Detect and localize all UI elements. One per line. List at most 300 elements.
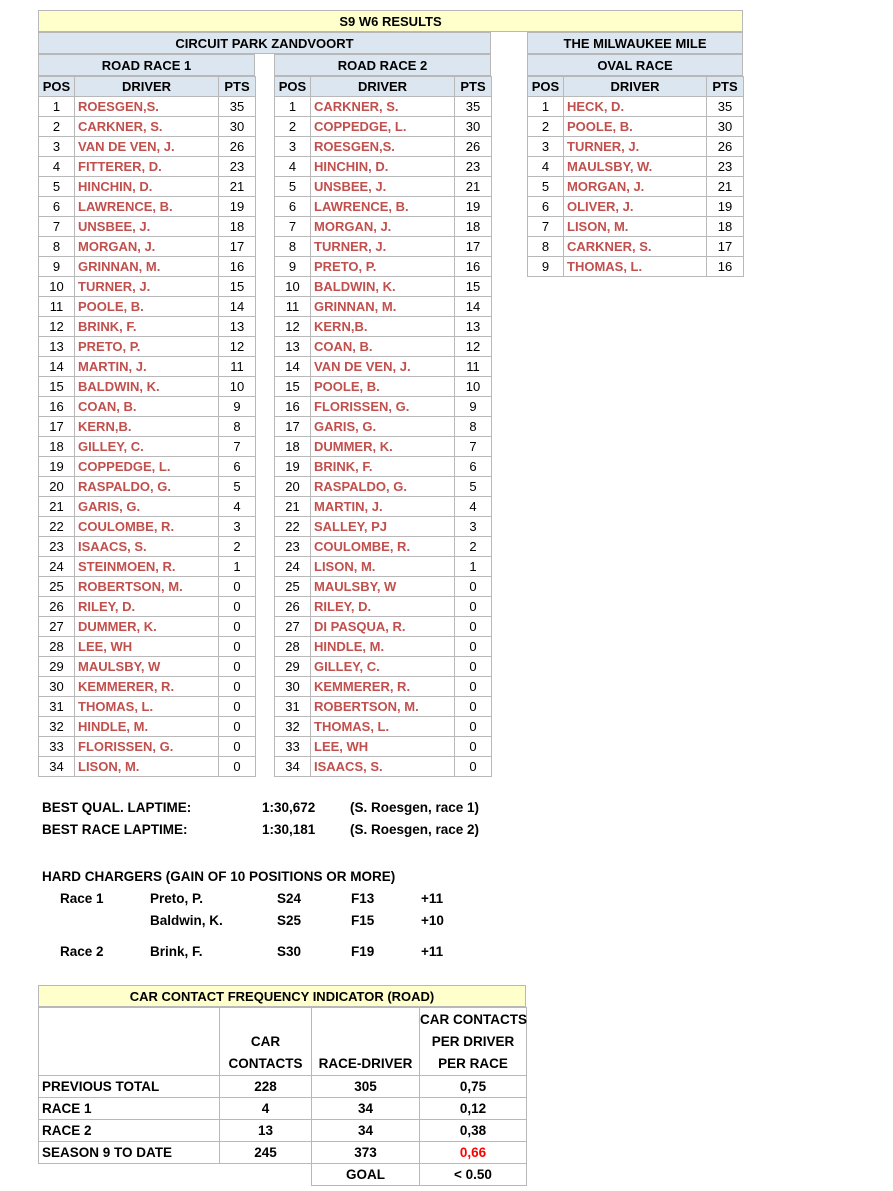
points-cell: 16 xyxy=(219,257,256,277)
pos-cell: 14 xyxy=(39,357,75,377)
result-row xyxy=(528,157,744,177)
driver-cell: BALDWIN, K. xyxy=(75,377,219,397)
pos-cell: 7 xyxy=(528,217,564,237)
contact-row-race-driver: 305 xyxy=(312,1076,420,1098)
points-cell: 0 xyxy=(455,757,492,777)
points-cell: 26 xyxy=(219,137,256,157)
hard-chargers-title: HARD CHARGERS (GAIN OF 10 POSITIONS OR MORE) xyxy=(42,869,396,884)
points-cell: 0 xyxy=(455,617,492,637)
pos-cell: 4 xyxy=(528,157,564,177)
points-cell: 13 xyxy=(219,317,256,337)
result-row xyxy=(275,437,492,457)
pos-cell: 9 xyxy=(39,257,75,277)
result-row xyxy=(39,397,256,417)
pos-header: POS xyxy=(275,77,311,97)
header-line: CAR xyxy=(250,1034,281,1049)
driver-cell: COPPEDGE, L. xyxy=(75,457,219,477)
driver-cell: POOLE, B. xyxy=(75,297,219,317)
points-cell: 0 xyxy=(219,657,256,677)
driver-cell: KERN,B. xyxy=(311,317,455,337)
points-cell: 35 xyxy=(707,97,744,117)
driver-cell: BRINK, F. xyxy=(75,317,219,337)
points-cell: 4 xyxy=(219,497,256,517)
points-cell: 2 xyxy=(219,537,256,557)
points-cell: 1 xyxy=(455,557,492,577)
driver-cell: FITTERER, D. xyxy=(75,157,219,177)
pos-cell: 33 xyxy=(275,737,311,757)
result-row xyxy=(275,177,492,197)
pos-cell: 8 xyxy=(528,237,564,257)
points-cell: 26 xyxy=(455,137,492,157)
driver-cell: PRETO, P. xyxy=(75,337,219,357)
driver-cell: MAULSBY, W. xyxy=(564,157,707,177)
points-cell: 16 xyxy=(707,257,744,277)
pos-cell: 12 xyxy=(275,317,311,337)
pos-cell: 20 xyxy=(275,477,311,497)
driver-cell: GILLEY, C. xyxy=(311,657,455,677)
pos-cell: 30 xyxy=(39,677,75,697)
driver-cell: KEMMERER, R. xyxy=(75,677,219,697)
points-cell: 0 xyxy=(219,757,256,777)
points-cell: 18 xyxy=(455,217,492,237)
pos-cell: 33 xyxy=(39,737,75,757)
driver-cell: GILLEY, C. xyxy=(75,437,219,457)
header-line: PER RACE xyxy=(438,1056,508,1071)
driver-cell: GRINNAN, M. xyxy=(311,297,455,317)
driver-cell: BALDWIN, K. xyxy=(311,277,455,297)
driver-header: DRIVER xyxy=(75,77,219,97)
driver-cell: RASPALDO, G. xyxy=(311,477,455,497)
contact-row xyxy=(39,1076,527,1098)
result-row xyxy=(275,317,492,337)
driver-cell: MARTIN, J. xyxy=(311,497,455,517)
driver-cell: DUMMER, K. xyxy=(311,437,455,457)
driver-cell: SALLEY, PJ xyxy=(311,517,455,537)
driver-cell: COAN, B. xyxy=(311,337,455,357)
points-cell: 21 xyxy=(219,177,256,197)
contact-row-per-highlight: 0,66 xyxy=(420,1142,527,1164)
points-cell: 0 xyxy=(455,717,492,737)
result-row xyxy=(39,197,256,217)
result-row xyxy=(275,197,492,217)
hc-gain: +11 xyxy=(421,891,444,906)
result-row xyxy=(275,157,492,177)
pos-header: POS xyxy=(39,77,75,97)
driver-cell: TURNER, J. xyxy=(75,277,219,297)
driver-cell: DUMMER, K. xyxy=(75,617,219,637)
points-cell: 0 xyxy=(219,677,256,697)
driver-cell: MARTIN, J. xyxy=(75,357,219,377)
driver-cell: RASPALDO, G. xyxy=(75,477,219,497)
contact-row-label: RACE 2 xyxy=(39,1120,220,1142)
points-cell: 0 xyxy=(219,717,256,737)
points-cell: 0 xyxy=(219,597,256,617)
driver-cell: POOLE, B. xyxy=(564,117,707,137)
pos-cell: 3 xyxy=(528,137,564,157)
contact-row-race-driver: 34 xyxy=(312,1098,420,1120)
points-cell: 3 xyxy=(219,517,256,537)
best-qual-note: (S. Roesgen, race 1) xyxy=(350,800,480,815)
points-cell: 18 xyxy=(219,217,256,237)
pos-cell: 32 xyxy=(275,717,311,737)
points-cell: 23 xyxy=(219,157,256,177)
contact-table-title: CAR CONTACT FREQUENCY INDICATOR (ROAD) xyxy=(38,985,526,1007)
result-row xyxy=(275,237,492,257)
pos-cell: 8 xyxy=(39,237,75,257)
driver-cell: MAULSBY, W xyxy=(311,577,455,597)
driver-cell: CARKNER, S. xyxy=(564,237,707,257)
pos-cell: 24 xyxy=(39,557,75,577)
points-cell: 23 xyxy=(707,157,744,177)
result-row xyxy=(39,377,256,397)
driver-cell: UNSBEE, J. xyxy=(75,217,219,237)
result-row xyxy=(275,377,492,397)
driver-cell: BRINK, F. xyxy=(311,457,455,477)
pos-cell: 34 xyxy=(39,757,75,777)
pos-header: POS xyxy=(528,77,564,97)
pos-cell: 34 xyxy=(275,757,311,777)
result-row xyxy=(39,597,256,617)
driver-cell: MAULSBY, W xyxy=(75,657,219,677)
result-row xyxy=(275,137,492,157)
pos-cell: 2 xyxy=(275,117,311,137)
pts-header: PTS xyxy=(455,77,492,97)
result-row xyxy=(275,497,492,517)
pts-header: PTS xyxy=(219,77,256,97)
pos-cell: 15 xyxy=(275,377,311,397)
oval-results-table xyxy=(527,76,744,277)
points-cell: 11 xyxy=(455,357,492,377)
contact-header-per-driver xyxy=(420,1008,527,1076)
driver-cell: RILEY, D. xyxy=(311,597,455,617)
result-row xyxy=(275,277,492,297)
pos-cell: 11 xyxy=(39,297,75,317)
result-row xyxy=(275,677,492,697)
pos-cell: 2 xyxy=(528,117,564,137)
contact-row-contacts: 4 xyxy=(220,1098,312,1120)
result-row xyxy=(528,97,744,117)
points-cell: 26 xyxy=(707,137,744,157)
driver-cell: COULOMBE, R. xyxy=(311,537,455,557)
pos-cell: 6 xyxy=(275,197,311,217)
pts-header: PTS xyxy=(707,77,744,97)
result-row xyxy=(275,417,492,437)
result-row xyxy=(39,97,256,117)
points-cell: 8 xyxy=(219,417,256,437)
pos-cell: 8 xyxy=(275,237,311,257)
pos-cell: 9 xyxy=(528,257,564,277)
result-row xyxy=(275,657,492,677)
points-cell: 10 xyxy=(455,377,492,397)
points-cell: 13 xyxy=(455,317,492,337)
pos-cell: 1 xyxy=(275,97,311,117)
hc-start: S25 xyxy=(277,913,302,928)
track-title-milwaukee: THE MILWAUKEE MILE xyxy=(527,32,743,54)
result-row xyxy=(39,357,256,377)
pos-cell: 3 xyxy=(39,137,75,157)
contact-row-contacts: 13 xyxy=(220,1120,312,1142)
result-row xyxy=(275,217,492,237)
driver-cell: GRINNAN, M. xyxy=(75,257,219,277)
driver-cell: HINCHIN, D. xyxy=(75,177,219,197)
hc-driver: Baldwin, K. xyxy=(150,913,223,928)
contact-row xyxy=(39,1142,527,1164)
driver-cell: ROESGEN,S. xyxy=(75,97,219,117)
contact-header-race-driver xyxy=(312,1008,420,1076)
driver-cell: STEINMOEN, R. xyxy=(75,557,219,577)
result-row xyxy=(39,317,256,337)
best-qual-label: BEST QUAL. LAPTIME: xyxy=(42,800,192,815)
points-cell: 9 xyxy=(455,397,492,417)
result-row xyxy=(528,137,744,157)
points-cell: 6 xyxy=(455,457,492,477)
points-cell: 7 xyxy=(455,437,492,457)
oval-title: OVAL RACE xyxy=(527,54,743,76)
pos-cell: 23 xyxy=(39,537,75,557)
result-row xyxy=(275,477,492,497)
result-row xyxy=(39,477,256,497)
result-row xyxy=(39,217,256,237)
result-row xyxy=(39,117,256,137)
result-row xyxy=(39,457,256,477)
contact-table xyxy=(38,1007,527,1186)
driver-cell: KERN,B. xyxy=(75,417,219,437)
pos-cell: 1 xyxy=(528,97,564,117)
points-cell: 0 xyxy=(219,697,256,717)
points-cell: 21 xyxy=(455,177,492,197)
goal-label: GOAL xyxy=(312,1164,420,1186)
result-row xyxy=(275,537,492,557)
goal-value: < 0.50 xyxy=(420,1164,527,1186)
pos-cell: 23 xyxy=(275,537,311,557)
result-row xyxy=(39,617,256,637)
best-race-note: (S. Roesgen, race 2) xyxy=(350,822,480,837)
driver-cell: LAWRENCE, B. xyxy=(311,197,455,217)
points-cell: 14 xyxy=(455,297,492,317)
driver-cell: OLIVER, J. xyxy=(564,197,707,217)
contact-row-per: 0,75 xyxy=(420,1076,527,1098)
driver-cell: HINDLE, M. xyxy=(75,717,219,737)
pos-cell: 21 xyxy=(275,497,311,517)
points-cell: 0 xyxy=(455,657,492,677)
points-cell: 11 xyxy=(219,357,256,377)
best-race-label: BEST RACE LAPTIME: xyxy=(42,822,188,837)
pos-cell: 30 xyxy=(275,677,311,697)
pos-cell: 7 xyxy=(275,217,311,237)
points-cell: 6 xyxy=(219,457,256,477)
pos-cell: 25 xyxy=(39,577,75,597)
result-row xyxy=(39,277,256,297)
driver-cell: ROBERTSON, M. xyxy=(75,577,219,597)
pos-cell: 18 xyxy=(275,437,311,457)
points-cell: 8 xyxy=(455,417,492,437)
pos-cell: 13 xyxy=(275,337,311,357)
pos-cell: 3 xyxy=(275,137,311,157)
result-row xyxy=(275,457,492,477)
pos-cell: 19 xyxy=(275,457,311,477)
result-row xyxy=(39,657,256,677)
driver-cell: LISON, M. xyxy=(311,557,455,577)
result-row xyxy=(275,357,492,377)
track-title-zandvoort: CIRCUIT PARK ZANDVOORT xyxy=(38,32,491,54)
points-cell: 7 xyxy=(219,437,256,457)
pos-cell: 10 xyxy=(275,277,311,297)
driver-cell: TURNER, J. xyxy=(311,237,455,257)
result-row xyxy=(528,237,744,257)
contact-row-contacts: 245 xyxy=(220,1142,312,1164)
pos-cell: 15 xyxy=(39,377,75,397)
driver-cell: GARIS, G. xyxy=(311,417,455,437)
points-cell: 0 xyxy=(455,737,492,757)
points-cell: 4 xyxy=(455,497,492,517)
result-row xyxy=(39,237,256,257)
pos-cell: 17 xyxy=(39,417,75,437)
result-row xyxy=(275,617,492,637)
pos-cell: 18 xyxy=(39,437,75,457)
pos-cell: 28 xyxy=(275,637,311,657)
driver-cell: RILEY, D. xyxy=(75,597,219,617)
pos-cell: 4 xyxy=(39,157,75,177)
driver-cell: THOMAS, L. xyxy=(75,697,219,717)
pos-cell: 26 xyxy=(275,597,311,617)
hc-finish: F15 xyxy=(351,913,375,928)
pos-cell: 13 xyxy=(39,337,75,357)
driver-cell: KEMMERER, R. xyxy=(311,677,455,697)
pos-cell: 16 xyxy=(275,397,311,417)
points-cell: 0 xyxy=(455,677,492,697)
contact-row-label: SEASON 9 TO DATE xyxy=(39,1142,220,1164)
points-cell: 17 xyxy=(219,237,256,257)
result-row xyxy=(275,717,492,737)
result-row xyxy=(275,517,492,537)
race2-title: ROAD RACE 2 xyxy=(274,54,491,76)
driver-cell: MORGAN, J. xyxy=(75,237,219,257)
hc-start: S30 xyxy=(277,944,302,959)
result-row xyxy=(39,717,256,737)
contact-row-per: 0,12 xyxy=(420,1098,527,1120)
hc-finish: F19 xyxy=(351,944,375,959)
pos-cell: 24 xyxy=(275,557,311,577)
driver-cell: THOMAS, L. xyxy=(311,717,455,737)
result-row xyxy=(275,757,492,777)
hc-gain: +10 xyxy=(421,913,444,928)
driver-cell: COPPEDGE, L. xyxy=(311,117,455,137)
pos-cell: 22 xyxy=(39,517,75,537)
driver-cell: PRETO, P. xyxy=(311,257,455,277)
points-cell: 10 xyxy=(219,377,256,397)
result-row xyxy=(39,637,256,657)
points-cell: 0 xyxy=(455,577,492,597)
header-line: CAR CONTACTS xyxy=(420,1012,527,1027)
points-cell: 0 xyxy=(219,577,256,597)
points-cell: 30 xyxy=(219,117,256,137)
result-row xyxy=(39,757,256,777)
pos-cell: 21 xyxy=(39,497,75,517)
points-cell: 19 xyxy=(455,197,492,217)
driver-cell: CARKNER, S. xyxy=(311,97,455,117)
pos-cell: 5 xyxy=(275,177,311,197)
race1-results-table xyxy=(38,76,256,777)
points-cell: 0 xyxy=(455,697,492,717)
result-row xyxy=(275,577,492,597)
driver-cell: LISON, M. xyxy=(564,217,707,237)
result-row xyxy=(39,137,256,157)
driver-cell: DI PASQUA, R. xyxy=(311,617,455,637)
pos-cell: 10 xyxy=(39,277,75,297)
contact-row-contacts: 228 xyxy=(220,1076,312,1098)
contact-row-label: PREVIOUS TOTAL xyxy=(39,1076,220,1098)
driver-cell: FLORISSEN, G. xyxy=(311,397,455,417)
result-row xyxy=(275,637,492,657)
hc-driver: Brink, F. xyxy=(150,944,203,959)
pos-cell: 12 xyxy=(39,317,75,337)
driver-cell: UNSBEE, J. xyxy=(311,177,455,197)
best-race-time: 1:30,181 xyxy=(262,822,316,837)
driver-header: DRIVER xyxy=(564,77,707,97)
contact-row-race-driver: 373 xyxy=(312,1142,420,1164)
driver-cell: HINCHIN, D. xyxy=(311,157,455,177)
points-cell: 15 xyxy=(455,277,492,297)
result-row xyxy=(275,557,492,577)
pos-cell: 9 xyxy=(275,257,311,277)
pos-cell: 6 xyxy=(528,197,564,217)
result-row xyxy=(528,177,744,197)
result-row xyxy=(275,297,492,317)
header-line: RACE-DRIVER xyxy=(318,1056,413,1071)
driver-cell: VAN DE VEN, J. xyxy=(75,137,219,157)
driver-cell: ROESGEN,S. xyxy=(311,137,455,157)
pos-cell: 27 xyxy=(275,617,311,637)
hc-race-label: Race 1 xyxy=(60,891,104,906)
points-cell: 2 xyxy=(455,537,492,557)
points-cell: 9 xyxy=(219,397,256,417)
driver-cell: CARKNER, S. xyxy=(75,117,219,137)
driver-cell: LEE, WH xyxy=(75,637,219,657)
contact-header-blank xyxy=(39,1008,220,1076)
contact-row-per: 0,38 xyxy=(420,1120,527,1142)
result-row xyxy=(39,737,256,757)
pos-cell: 6 xyxy=(39,197,75,217)
result-row xyxy=(39,297,256,317)
driver-cell: LEE, WH xyxy=(311,737,455,757)
points-cell: 18 xyxy=(707,217,744,237)
result-row xyxy=(275,697,492,717)
driver-cell: ISAACS, S. xyxy=(311,757,455,777)
hc-start: S24 xyxy=(277,891,302,906)
points-cell: 16 xyxy=(455,257,492,277)
result-row xyxy=(39,557,256,577)
contact-header-contacts xyxy=(220,1008,312,1076)
pos-cell: 29 xyxy=(39,657,75,677)
pos-cell: 7 xyxy=(39,217,75,237)
points-cell: 3 xyxy=(455,517,492,537)
pos-cell: 1 xyxy=(39,97,75,117)
pos-cell: 17 xyxy=(275,417,311,437)
pos-cell: 22 xyxy=(275,517,311,537)
result-row xyxy=(39,577,256,597)
points-cell: 0 xyxy=(219,737,256,757)
best-qual-time: 1:30,672 xyxy=(262,800,316,815)
result-row xyxy=(39,177,256,197)
points-cell: 35 xyxy=(219,97,256,117)
pos-cell: 19 xyxy=(39,457,75,477)
points-cell: 21 xyxy=(707,177,744,197)
pos-cell: 25 xyxy=(275,577,311,597)
hc-driver: Preto, P. xyxy=(150,891,204,906)
pos-cell: 28 xyxy=(39,637,75,657)
blank-cell xyxy=(39,1164,220,1186)
points-cell: 19 xyxy=(219,197,256,217)
